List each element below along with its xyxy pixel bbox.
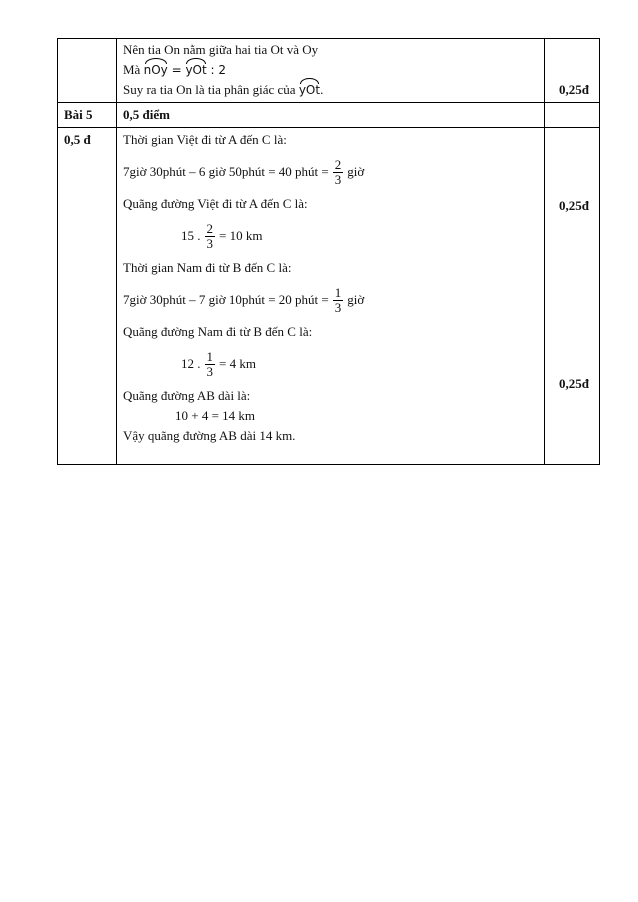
points-label-cell	[58, 128, 117, 465]
solution-cell	[117, 128, 545, 465]
denominator: 3	[206, 363, 213, 379]
numerator: 2	[334, 156, 342, 172]
angle-yOt: yOt	[299, 80, 320, 100]
text-fragment: 7giờ 30phút – 6 giờ 50phút = 40 phút =	[123, 164, 329, 179]
denominator: 3	[334, 171, 342, 187]
score-cell	[545, 39, 600, 103]
text-fragment: = 10 km	[219, 228, 263, 243]
ab-calc-line: 10 + 4 = 14 km	[175, 408, 256, 423]
text-fragment: : 2	[206, 63, 227, 77]
solution-line: Thời gian Nam đi từ B đến C là:	[123, 260, 292, 275]
solution-line: Quãng đường AB dài là:	[123, 388, 251, 403]
score-value: 0,25đ	[559, 82, 589, 97]
text-fragment: = 4 km	[219, 356, 256, 371]
problem-number: Bài 5	[64, 107, 93, 122]
table-row-header	[58, 103, 600, 128]
denominator: 3	[334, 299, 342, 315]
empty-label-cell	[58, 39, 117, 103]
viet-time-calc	[123, 150, 538, 194]
problem-label	[58, 103, 117, 128]
nam-time-calc	[123, 278, 538, 322]
fraction	[205, 222, 216, 251]
numerator: 1	[206, 348, 213, 364]
text-fragment: 15 .	[181, 228, 201, 243]
angle-yOt: yOt	[185, 60, 206, 80]
denominator: 3	[206, 235, 213, 251]
numerator: 2	[206, 220, 213, 236]
solution-line: Nên tia On nằm giữa hai tia Ot và Oy	[123, 42, 319, 57]
empty-score-cell	[545, 103, 600, 128]
points-cell	[117, 103, 545, 128]
score-cell	[545, 128, 600, 465]
fraction	[333, 286, 344, 315]
solution-line: Thời gian Việt đi từ A đến C là:	[123, 132, 287, 147]
angle-equation-line	[123, 60, 538, 80]
points-label: 0,5 đ	[64, 132, 91, 147]
text-fragment: 12 .	[181, 356, 201, 371]
text-fragment: 7giờ 30phút – 7 giờ 10phút = 20 phút =	[123, 292, 329, 307]
numerator: 1	[334, 284, 342, 300]
bisector-conclusion-line	[123, 80, 538, 100]
problem-points: 0,5 điểm	[123, 107, 170, 122]
unit-text: giờ	[347, 292, 365, 307]
fraction	[205, 350, 216, 379]
equals-sign: =	[167, 63, 186, 77]
text-fragment: .	[320, 82, 324, 97]
conclusion-line: Vậy quãng đường AB dài 14 km.	[123, 428, 296, 443]
fraction	[333, 158, 344, 187]
solution-line: Quãng đường Việt đi từ A đến C là:	[123, 196, 308, 211]
text-fragment: Mà	[123, 62, 144, 77]
table-row-solution	[58, 128, 600, 465]
grading-table	[57, 38, 600, 465]
table-row-conclusion	[58, 39, 600, 103]
angle-nOy: nOy	[144, 60, 168, 80]
score-value: 0,25đ	[559, 376, 589, 391]
nam-dist-calc	[123, 342, 538, 386]
score-value: 0,25đ	[559, 198, 589, 213]
solution-line: Quãng đường Nam đi từ B đến C là:	[123, 324, 313, 339]
text-fragment: Suy ra tia On là tia phân giác của	[123, 82, 299, 97]
viet-dist-calc	[123, 214, 538, 258]
solution-cell	[117, 39, 545, 103]
unit-text: giờ	[347, 164, 365, 179]
